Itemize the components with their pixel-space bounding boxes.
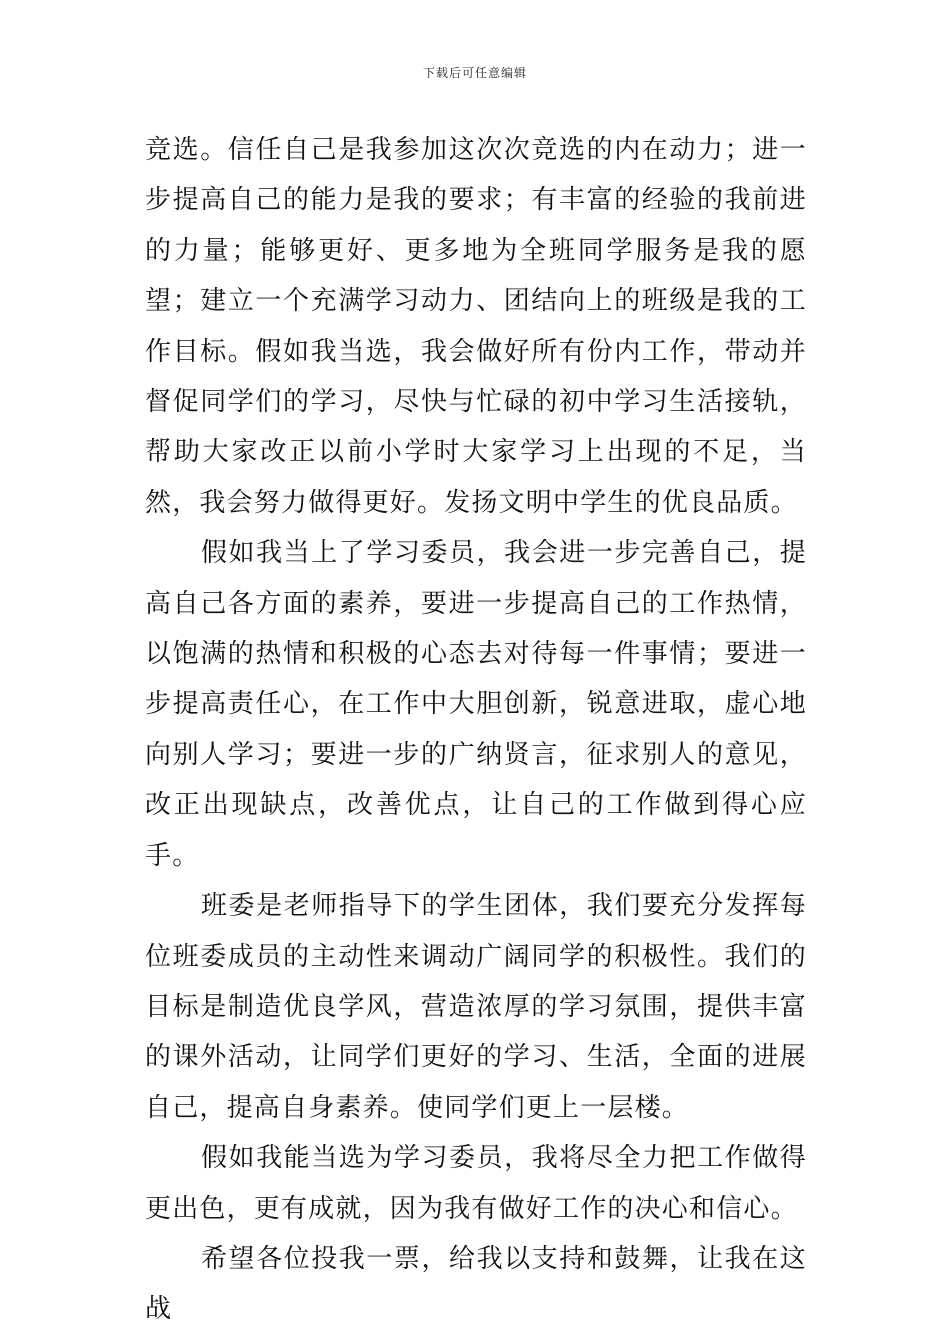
- paragraph-2: 假如我当上了学习委员，我会进一步完善自己，提高自己各方面的素养，要进一步提高自己的工作热情，以饱满的热情和积极的心态去对待每一件事情；要进一步提高责任心，在工作中大胆创新，锐意进取，虚心地向别人学习；要进一步的广纳贤言，征求别人的意见，改正出现缺点，改善优点，让自己的工作做到得心应手。: [145, 538, 807, 871]
- document-body: [145, 125, 807, 1335]
- paragraph-4: 假如我能当选为学习委员，我将尽全力把工作做得更出色，更有成就，因为我有做好工作的决心和信心。: [145, 1143, 807, 1224]
- paragraph-3: 班委是老师指导下的学生团体，我们要充分发挥每位班委成员的主动性来调动广阔同学的积极性。我们的目标是制造优良学风，营造浓厚的学习氛围，提供丰富的课外活动，让同学们更好的学习、生活，全面的进展自己，提高自身素养。使同学们更上一层楼。: [145, 891, 807, 1123]
- page-header: 下载后可任意编辑: [422, 66, 527, 80]
- paragraph-5: 希望各位投我一票，给我以支持和鼓舞，让我在这战: [145, 1243, 807, 1325]
- paragraph-1: 竞选。信任自己是我参加这次次竞选的内在动力；进一步提高自己的能力是我的要求；有丰富的经验的我前进的力量；能够更好、更多地为全班同学服务是我的愿望；建立一个充满学习动力、团结向上的班级是我的工作目标。假如我当选，我会做好所有份内工作，带动并督促同学们的学习，尽快与忙碌的初中学习生活接轨，帮助大家改正以前小学时大家学习上出现的不足，当然，我会努力做得更好。发扬文明中学生的优良品质。: [145, 135, 807, 518]
